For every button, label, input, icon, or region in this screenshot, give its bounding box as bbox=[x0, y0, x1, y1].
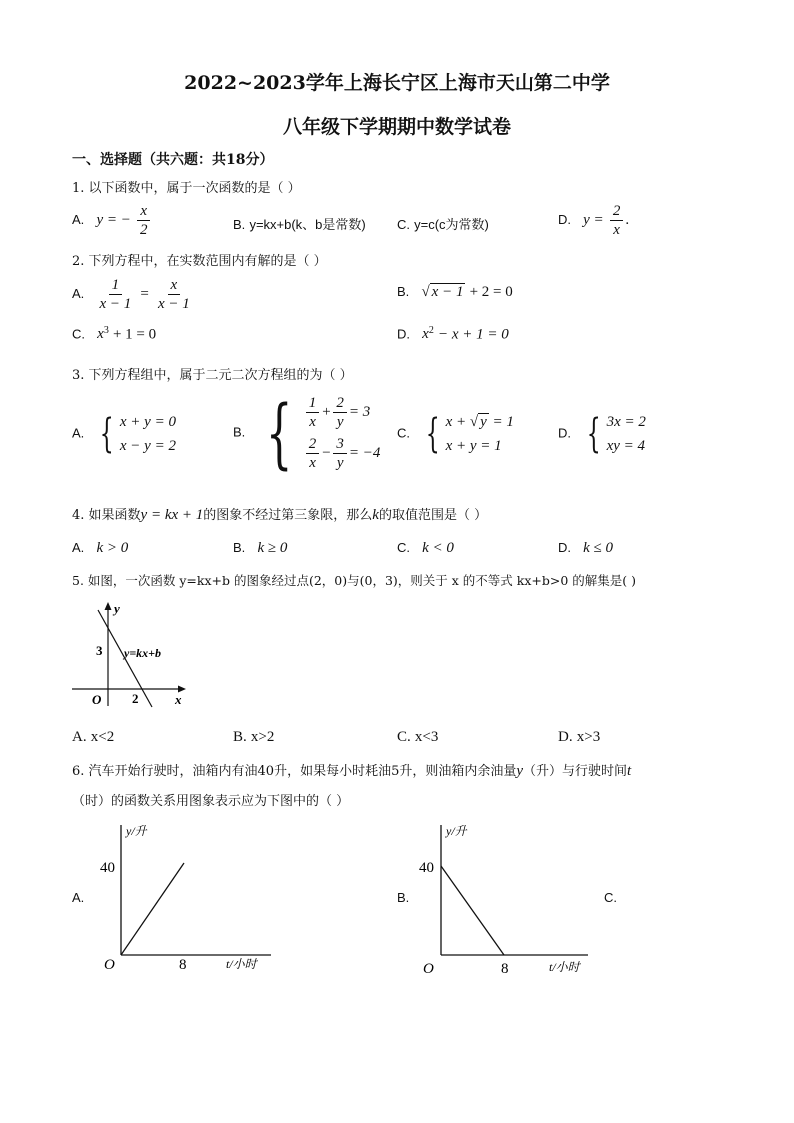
equation-row bbox=[304, 394, 381, 431]
exponent: 2 bbox=[428, 325, 434, 336]
option-text: y=kx+b(k、b是常数) bbox=[249, 217, 366, 232]
fraction-denominator: x − 1 bbox=[99, 296, 132, 312]
q4-option-c[interactable] bbox=[397, 540, 454, 557]
fraction-numerator: 3 bbox=[333, 435, 347, 454]
math-variable: y bbox=[516, 763, 524, 779]
q1-option-c[interactable] bbox=[397, 214, 489, 233]
option-label: C. bbox=[397, 729, 411, 745]
question-5-stem: 5. 如图，一次函数 y=kx+b 的图象经过点(2，0)与(0，3)，则关于 x 的不等式 kx+b>0 的解集是( ) bbox=[72, 573, 636, 588]
option-label: B. bbox=[397, 284, 410, 299]
radicand: x − 1 bbox=[431, 284, 464, 300]
fraction-denominator: x bbox=[613, 222, 620, 238]
fraction-denominator: x − 1 bbox=[157, 296, 190, 312]
q2-option-d[interactable] bbox=[397, 325, 509, 343]
option-label: D. bbox=[558, 425, 571, 441]
rhs: = −4 bbox=[348, 444, 381, 461]
section-heading: 一、选择题（共六题：共18分） bbox=[72, 152, 274, 168]
option-text: x>3 bbox=[576, 729, 601, 745]
function-line bbox=[121, 863, 184, 955]
base: x bbox=[422, 326, 429, 343]
option-label: D. bbox=[558, 212, 571, 227]
x-tick-label: 8 bbox=[179, 957, 187, 973]
q5-option-b[interactable] bbox=[233, 729, 274, 746]
origin-label: O bbox=[104, 957, 115, 973]
left-brace: { bbox=[586, 411, 601, 457]
q1-option-d[interactable] bbox=[558, 202, 629, 239]
q3-option-d[interactable] bbox=[558, 410, 646, 458]
option-text: x>2 bbox=[250, 729, 275, 745]
radical-sign: √ bbox=[469, 414, 479, 430]
line-label: y=kx+b bbox=[124, 646, 162, 660]
page-title-line2: 八年级下学期期中数学试卷 bbox=[282, 116, 511, 138]
question-6-stem-line1 bbox=[72, 760, 631, 780]
math-expression: + 1 = 0 bbox=[112, 326, 157, 343]
equation-row: xy = 4 bbox=[606, 438, 646, 454]
q3-option-a[interactable] bbox=[72, 410, 176, 458]
left-brace: { bbox=[100, 411, 115, 457]
question-4-stem bbox=[72, 504, 487, 524]
y-axis-label: y/升 bbox=[126, 824, 147, 838]
math-variable: t bbox=[627, 763, 632, 779]
q6-option-b-label[interactable]: B. bbox=[397, 890, 410, 905]
question-6-stem-line2: （时）的函数关系用图象表示应为下图中的（ ） bbox=[72, 794, 350, 809]
option-label: C. bbox=[397, 540, 410, 555]
x-axis-label: t/小时 bbox=[549, 960, 580, 974]
function-line bbox=[441, 866, 504, 955]
expr-part: x + bbox=[445, 414, 467, 430]
fraction-numerator: 2 bbox=[306, 435, 320, 454]
fraction-denominator: y bbox=[336, 414, 344, 430]
exponent: 3 bbox=[103, 325, 109, 336]
option-text: k ≤ 0 bbox=[583, 540, 614, 556]
option-label: A. bbox=[72, 425, 85, 441]
option-label: B. bbox=[233, 729, 247, 745]
option-label: A. bbox=[72, 540, 85, 555]
fraction-numerator: 2 bbox=[333, 394, 347, 413]
fraction-denominator: y bbox=[336, 455, 344, 471]
equation-row bbox=[446, 410, 514, 434]
q2-option-c[interactable] bbox=[72, 325, 156, 343]
x-tick-label: 8 bbox=[501, 961, 509, 977]
math-expression: + 2 = 0 bbox=[469, 284, 513, 300]
q2-option-b[interactable] bbox=[397, 284, 513, 301]
option-text: k < 0 bbox=[422, 540, 454, 556]
fraction-numerator: 1 bbox=[306, 394, 320, 413]
option-label: D. bbox=[558, 729, 573, 745]
option-label: A. bbox=[72, 286, 85, 301]
stem-text: 6. 汽车开始行驶时，油箱内有油40升，如果每小时耗油5升，则油箱内余油量 bbox=[72, 764, 517, 779]
q6-option-a-label[interactable]: A. bbox=[72, 890, 85, 905]
radical-sign: √ bbox=[421, 284, 430, 300]
stem-text: （升）与行驶时间 bbox=[523, 764, 628, 779]
option-label: C. bbox=[397, 425, 410, 441]
option-label: C. bbox=[397, 217, 410, 232]
q6-graph-a[interactable] bbox=[96, 820, 276, 980]
q1-option-b[interactable] bbox=[233, 214, 366, 233]
option-label: D. bbox=[558, 540, 571, 555]
fraction-denominator: x bbox=[309, 414, 316, 430]
stem-text: 的图象不经过第三象限，那么 bbox=[203, 508, 373, 523]
option-text: y=c(c为常数) bbox=[414, 217, 489, 232]
option-text: x<3 bbox=[414, 729, 439, 745]
x-tick-label: 2 bbox=[132, 691, 139, 706]
equation-row bbox=[304, 435, 381, 472]
equals-sign: = bbox=[140, 286, 149, 302]
q5-option-c[interactable] bbox=[397, 729, 438, 746]
left-brace: { bbox=[425, 411, 440, 457]
y-tick-label: 40 bbox=[419, 860, 434, 876]
option-label: B. bbox=[233, 540, 246, 555]
y-axis-arrow bbox=[105, 602, 112, 610]
fraction-numerator: 2 bbox=[610, 202, 624, 221]
option-label: B. bbox=[233, 217, 246, 232]
q4-option-b[interactable] bbox=[233, 540, 287, 557]
q3-option-c[interactable] bbox=[397, 410, 514, 458]
equation-row: 3x = 2 bbox=[606, 414, 646, 430]
origin-label: O bbox=[423, 961, 434, 977]
math-expression: y = bbox=[583, 212, 604, 228]
q5-option-a[interactable] bbox=[72, 729, 114, 746]
question-3-stem: 3. 下列方程组中，属于二元二次方程组的为（ ） bbox=[72, 368, 353, 383]
base: x bbox=[97, 326, 104, 343]
option-text: x<2 bbox=[90, 729, 115, 745]
fraction-denominator: x bbox=[309, 455, 316, 471]
q3-option-b[interactable] bbox=[233, 388, 381, 477]
math-expression: y = kx + 1 bbox=[140, 507, 204, 523]
option-label: A. bbox=[72, 212, 85, 227]
rhs: = 3 bbox=[348, 403, 371, 420]
option-label: B. bbox=[233, 424, 246, 440]
punctuation: . bbox=[625, 212, 630, 228]
q6-graph-b[interactable] bbox=[416, 820, 596, 980]
math-expression: y = − bbox=[96, 212, 131, 228]
math-variable: k bbox=[372, 507, 379, 523]
q4-option-a[interactable] bbox=[72, 540, 128, 557]
fraction-numerator: 1 bbox=[109, 276, 123, 295]
left-brace: { bbox=[266, 388, 293, 477]
equation-row: x − y = 2 bbox=[119, 438, 176, 454]
q2-option-a[interactable] bbox=[72, 276, 195, 313]
question-2-stem: 2. 下列方程中，在实数范围内有解的是（ ） bbox=[72, 254, 327, 269]
stem-text: 的取值范围是（ ） bbox=[378, 508, 488, 523]
x-axis-label: t/小时 bbox=[226, 957, 257, 971]
question-1-stem: 1. 以下函数中，属于一次函数的是（ ） bbox=[72, 181, 301, 196]
y-tick-label: 40 bbox=[100, 860, 115, 876]
operator: − bbox=[321, 444, 332, 461]
y-axis-label: y/升 bbox=[446, 824, 467, 838]
equation-row: x + y = 0 bbox=[119, 414, 176, 430]
x-axis-label: x bbox=[175, 692, 182, 707]
option-text: k > 0 bbox=[96, 540, 129, 556]
q6-option-c-label[interactable]: C. bbox=[604, 890, 617, 905]
q5-option-d[interactable] bbox=[558, 729, 600, 746]
operator: + bbox=[321, 403, 332, 420]
math-expression: − x + 1 = 0 bbox=[437, 326, 509, 343]
q4-option-d[interactable] bbox=[558, 540, 613, 557]
option-text: k ≥ 0 bbox=[257, 540, 288, 556]
expr-part: = 1 bbox=[492, 414, 514, 430]
radicand: y bbox=[480, 414, 487, 430]
equation-row: x + y = 1 bbox=[445, 438, 502, 454]
page-title-line1: 2022~2023学年上海长宁区上海市天山第二中学 bbox=[184, 72, 610, 94]
y-axis-label: y bbox=[114, 601, 120, 616]
fraction-denominator: 2 bbox=[139, 222, 148, 238]
q1-option-a[interactable] bbox=[72, 202, 152, 239]
option-label: D. bbox=[397, 326, 410, 342]
option-label: A. bbox=[72, 729, 87, 745]
fraction-numerator: x bbox=[168, 276, 181, 295]
q5-graph bbox=[68, 598, 192, 710]
origin-label: O bbox=[92, 692, 102, 707]
stem-text: 4. 如果函数 bbox=[72, 508, 141, 523]
y-tick-label: 3 bbox=[96, 643, 103, 658]
option-label: C. bbox=[72, 326, 85, 342]
fraction-numerator: x bbox=[137, 202, 150, 221]
